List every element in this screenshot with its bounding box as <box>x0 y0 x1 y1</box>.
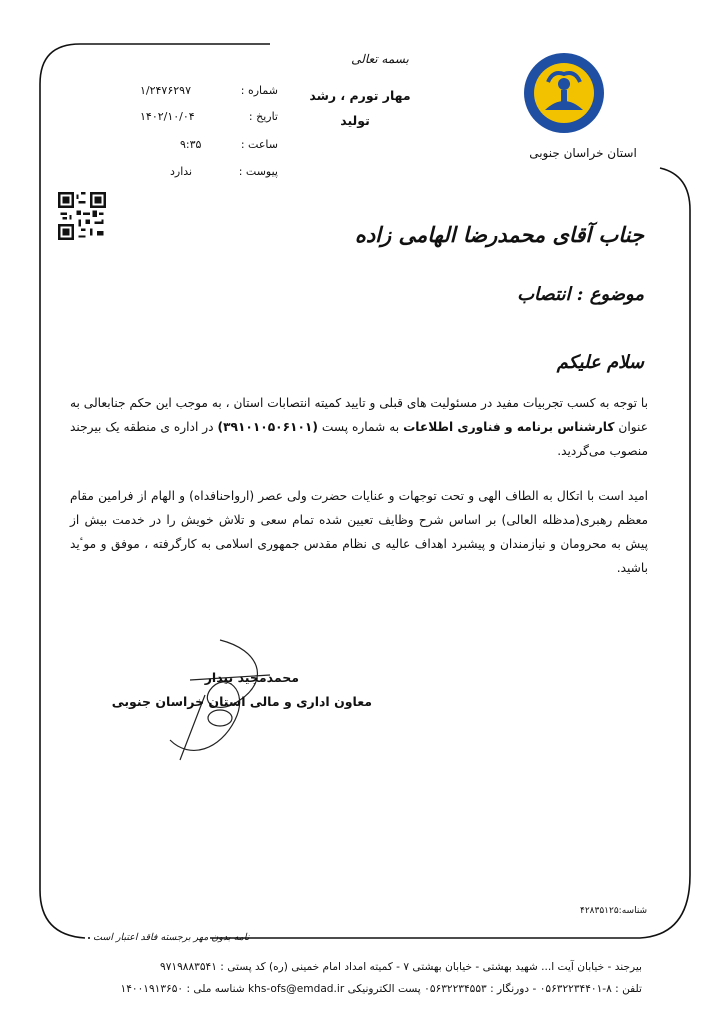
subject: موضوع : انتصاب <box>517 284 644 305</box>
slogan-line2: تولید <box>340 113 370 128</box>
date-label: تاریخ : <box>248 110 278 123</box>
slogan-line1: مهار تورم ، رشد <box>309 88 411 103</box>
qr-code-icon <box>58 192 106 240</box>
signer-name: محمدمجید بیدار <box>204 670 299 685</box>
footer-address: بیرجند - خیابان آیت ا... شهید بهشتی - خیابان بهشتی ۷ - کمیته امداد امام خمینی (ره) کد پستی : ۹۷۱۹۸۸۳۵۴۱ <box>160 961 642 973</box>
attachment-label: پیوست : <box>238 165 278 178</box>
time-value: ۹:۳۵ <box>180 138 202 151</box>
attachment-value: ندارد <box>170 165 193 178</box>
greeting: سلام علیکم <box>556 352 644 373</box>
p1-role: کارشناس برنامه و فناوری اطلاعات <box>403 420 615 434</box>
body-paragraph-1 <box>70 391 648 463</box>
p1-part-b: به شماره پست <box>317 420 404 434</box>
document-serial: شناسه:۴۲۸۳۵۱۲۵ <box>580 906 648 916</box>
emdad-logo <box>523 52 605 134</box>
p1-part-a: با توجه به کسب تجربیات مفید در مسئولیت های قبلی و تایید کمیته انتصابات استان ، به موجب این حکم جنابعالی به عنوان <box>70 396 648 434</box>
body-paragraph-2: امید است با اتکال به الطاف الهی و تحت توجهات و عنایات حضرت ولی عصر (ارواحنافداه) و الهام از فرامین مقام معظم رهبری(مدظله العالی) بر اساس شرح وظایف تعیین شده تمام سعی و تلاش خویش را در خدمت بیش از پیش به محرومان و نیازمندان و پیشبرد اهداف عالیه ی نظام مقدس جمهوری اسلامی به کارگرفته ، موفق و موٴید باشید. <box>70 489 648 575</box>
addressee: جناب آقای محمدرضا الهامی زاده <box>354 222 644 247</box>
number-value: ۱/۲۴۷۶۲۹۷ <box>140 84 191 97</box>
time-label: ساعت : <box>240 138 278 151</box>
number-label: شماره : <box>240 84 278 97</box>
signer-title: معاون اداری و مالی استان خراسان جنوبی <box>111 694 372 709</box>
p1-part-c: در اداره ی منطقه یک بیرجند منصوب می‌گردید. <box>70 420 648 458</box>
date-value: ۱۴۰۲/۱۰/۰۴ <box>140 110 195 123</box>
bismillah: بسمه تعالی <box>351 52 409 66</box>
footer-contact: تلفن : ۸-۰۵۶۳۲۲۳۴۴۰۱ - دورنگار : ۰۵۶۳۲۲۳۴۵۵۳ پست الکترونیکی khs-ofs@emdad.ir شناسه ملی : ۱۴۰۰۱۹۱۳۶۵۰ <box>120 983 642 995</box>
province-name: استان خراسان جنوبی <box>529 146 637 160</box>
validity-note: نامه بدون مهر برجسته فاقد اعتبار است <box>93 932 250 943</box>
p1-post-number: (۳۹۱۰۱۰۵۰۶۱۰۱) <box>217 420 318 434</box>
